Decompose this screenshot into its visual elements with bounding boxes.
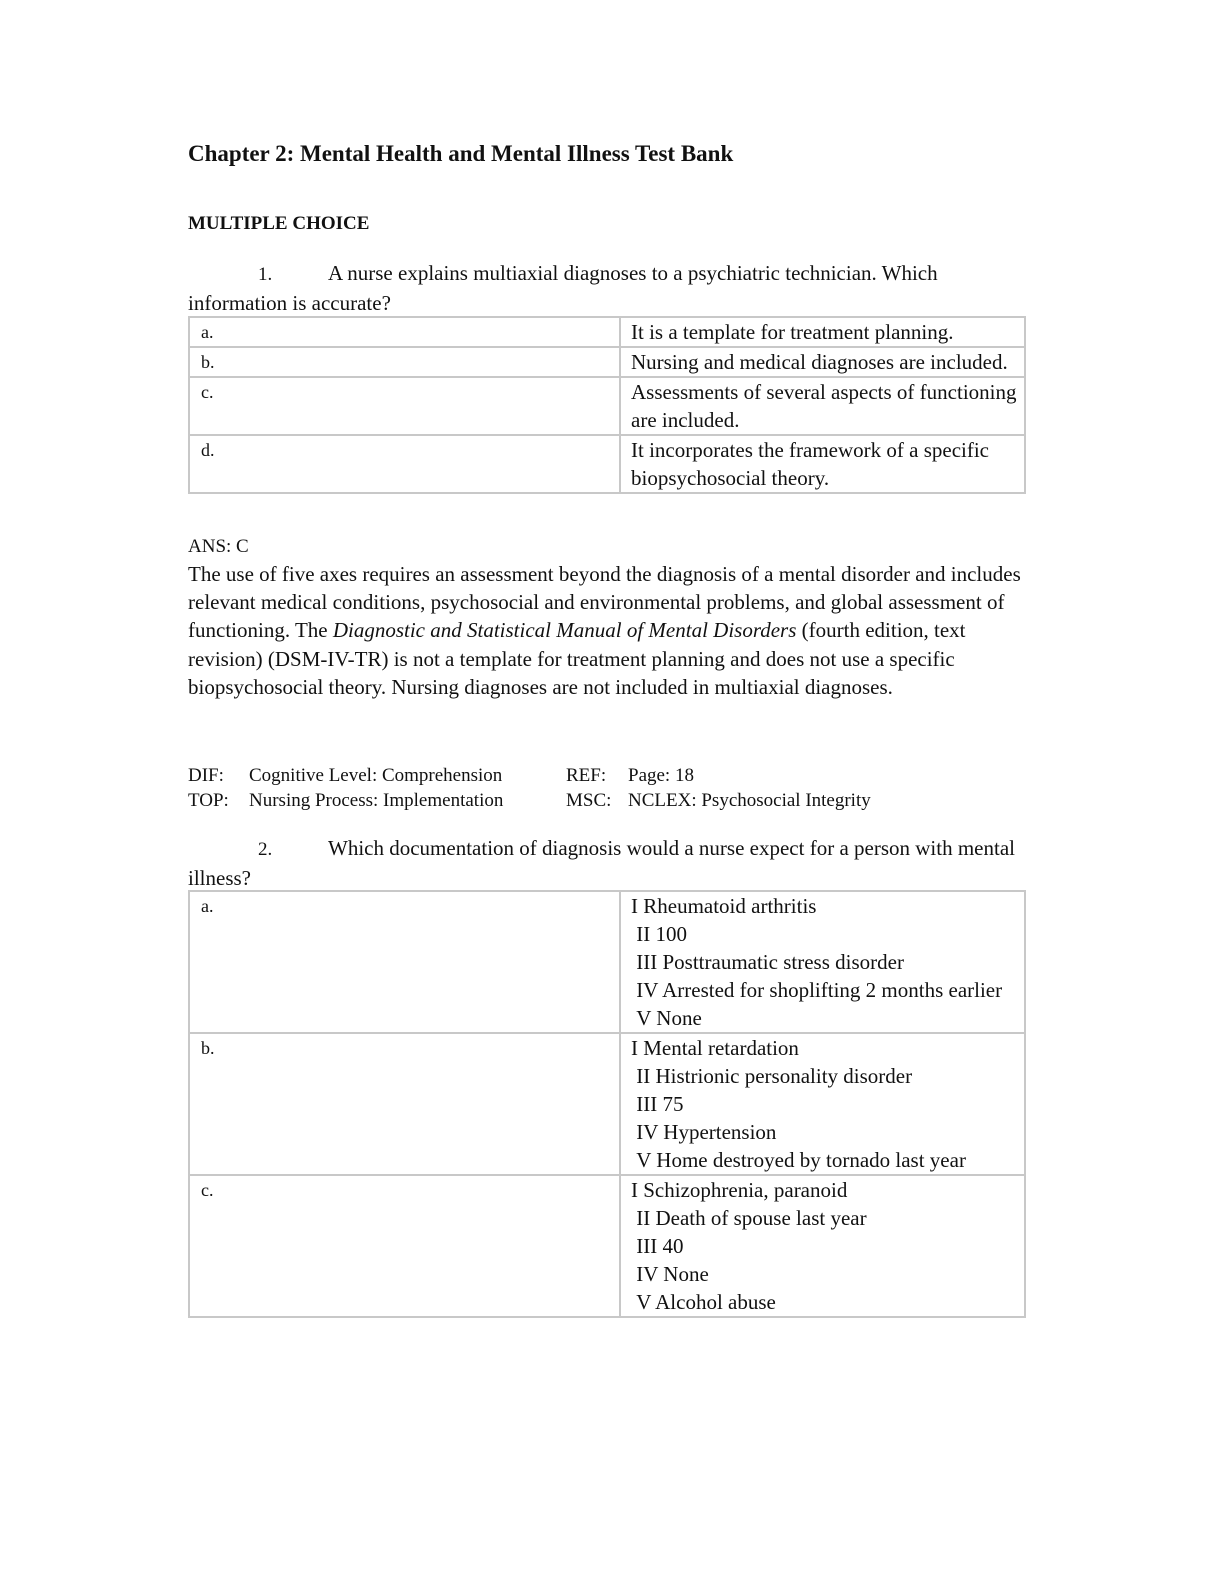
meta-row-difficulty [188,763,871,788]
question-text: A nurse explains multiaxial diagnoses to a psychiatric technician. Which information is accurate? [188,261,938,315]
option-row [189,1175,1025,1317]
option-letter: d. [189,435,620,493]
option-text: It is a template for treatment planning. [620,317,1025,347]
option-text: Assessments of several aspects of functioning are included. [620,377,1025,435]
option-text: Nursing and medical diagnoses are included. [620,347,1025,377]
page-title: Chapter 2: Mental Health and Mental Illness Test Bank [188,141,734,166]
question-2-stem [188,834,1026,892]
option-letter: b. [189,347,620,377]
option-letter: c. [189,1175,620,1317]
msc-value: NCLEX: Psychosocial Integrity [628,790,871,811]
section-heading: MULTIPLE CHOICE [188,213,370,234]
option-text: I Mental retardation II Histrionic personality disorder III 75 IV Hypertension V Home destroyed by tornado last year [620,1033,1025,1175]
ref-value: Page: 18 [628,765,694,786]
option-text: I Schizophrenia, paranoid II Death of spouse last year III 40 IV None V Alcohol abuse [620,1175,1025,1317]
option-row [189,891,1025,1033]
option-row [189,1033,1025,1175]
option-row [189,435,1025,493]
dif-label: DIF: [188,765,224,786]
meta-row-topic [188,788,871,813]
manual-title: Diagnostic and Statistical Manual of Mental Disorders [332,618,797,643]
top-value: Nursing Process: Implementation [249,790,504,811]
option-letter: c. [189,377,620,435]
top-label: TOP: [188,790,229,811]
question-number: 1. [258,264,273,285]
option-text: It incorporates the framework of a specific biopsychosocial theory. [620,435,1025,493]
question-1-options [188,316,1026,494]
rationale-text: The use of five axes requires an assessment beyond the diagnosis of a mental disorder and includes relevant medical conditions, psychosocial and environmental problems, and global assessment of functioning. The Diagnostic and Statistical Manual of Mental Disorders (fourth edition, text revision) (DSM-IV-TR) is not a template for treatment planning and does not use a specific biopsychosocial theory. Nursing diagnoses are not included in multiaxial diagnoses. [188,562,1021,699]
question-2-options [188,890,1026,1318]
option-letter: a. [189,891,620,1033]
option-row [189,377,1025,435]
question-1-stem [188,259,1026,317]
question-text: Which documentation of diagnosis would a nurse expect for a person with mental illness? [188,836,1015,890]
dif-value: Cognitive Level: Comprehension [249,765,503,786]
question-metadata [188,763,871,813]
msc-label: MSC: [566,790,612,811]
option-text: I Rheumatoid arthritis II 100 III Posttraumatic stress disorder IV Arrested for shoplifting 2 months earlier V None [620,891,1025,1033]
answer-key: ANS: C [188,536,249,557]
option-letter: b. [189,1033,620,1175]
option-letter: a. [189,317,620,347]
option-row [189,347,1025,377]
option-row [189,317,1025,347]
ref-label: REF: [566,765,607,786]
question-number: 2. [258,839,273,860]
